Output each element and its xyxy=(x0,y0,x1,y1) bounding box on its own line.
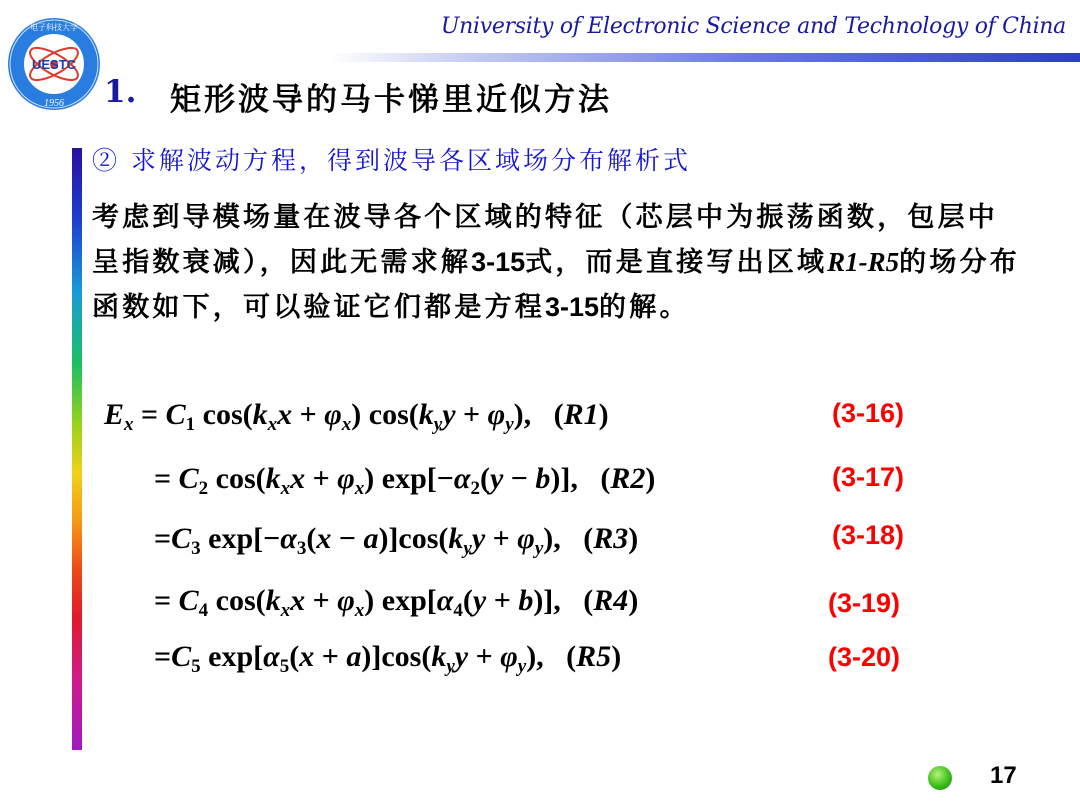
equation-r3: $=C_3$ $\exp[-\alpha_3(x - a)]\cos(k_yy + \varphi_y)$, (R3) xyxy=(154,522,639,559)
university-name: University of Electronic Science and Technology of China xyxy=(440,14,1066,39)
region-label-r1: R1 xyxy=(563,398,599,431)
para-text-4: 的解。 xyxy=(599,292,690,323)
equation-number-3-20: (3-20) xyxy=(828,642,901,672)
uestc-logo xyxy=(6,16,102,112)
heading-number: 1. xyxy=(104,74,137,110)
eq-ref-1: 3-15 xyxy=(471,247,526,277)
equation-number-3-18: (3-18) xyxy=(832,520,905,550)
region-label-r3: R3 xyxy=(593,522,629,555)
subtitle: ② 求解波动方程，得到波导各区域场分布解析式 xyxy=(92,146,691,175)
equation-r2: = $C_2$ $\cos(k_xx + \varphi_x) \exp[-\alpha_2(y - b)]$, (R2) xyxy=(154,462,656,499)
regions-ref: R1-R5 xyxy=(827,247,900,277)
equation-number-3-17: (3-17) xyxy=(832,462,905,492)
header-gradient-bar xyxy=(330,53,1080,62)
green-bullet-icon xyxy=(928,766,952,790)
logo-name-ring: 电子科技大学 xyxy=(30,23,78,32)
rainbow-side-bar xyxy=(72,148,82,750)
equation-number-3-16: (3-16) xyxy=(832,398,905,428)
body-paragraph xyxy=(92,196,1022,330)
equation-number-3-19: (3-19) xyxy=(828,588,901,618)
para-text-3: 的场分布函数如下，可以验证它们都是方程 xyxy=(92,247,1020,323)
region-label-r2: R2 xyxy=(610,462,646,495)
logo-year: 1956 xyxy=(44,98,64,109)
eq-ref-2: 3-15 xyxy=(545,292,600,322)
logo-abbr: UESTC xyxy=(31,57,77,72)
equation-r5: $=C_5$ $\exp[\alpha_5(x + a)]\cos(k_yy + \varphi_y)$, (R5) xyxy=(154,640,622,677)
region-label-r5: R5 xyxy=(576,640,612,673)
equation-r1: $E_x = C_1$ $\cos(k_xx + \varphi_x) \cos(k_yy + \varphi_y)$, (R1) xyxy=(104,398,609,435)
heading-title: 矩形波导的马卡悌里近似方法 xyxy=(170,82,612,118)
para-text-2: 式，而是直接写出区域 xyxy=(525,247,828,278)
page-number: 17 xyxy=(990,762,1017,789)
region-label-r4: R4 xyxy=(593,584,629,617)
equation-r4: = $C_4$ $\cos(k_xx + \varphi_x) \exp[\alpha_4(y + b)]$, (R4) xyxy=(154,584,639,621)
para-text-1: 考虑到导模场量在波导各个区域的特征（芯层中为振荡函数，包层中呈指数衰减），因此无需求解 xyxy=(92,202,998,278)
